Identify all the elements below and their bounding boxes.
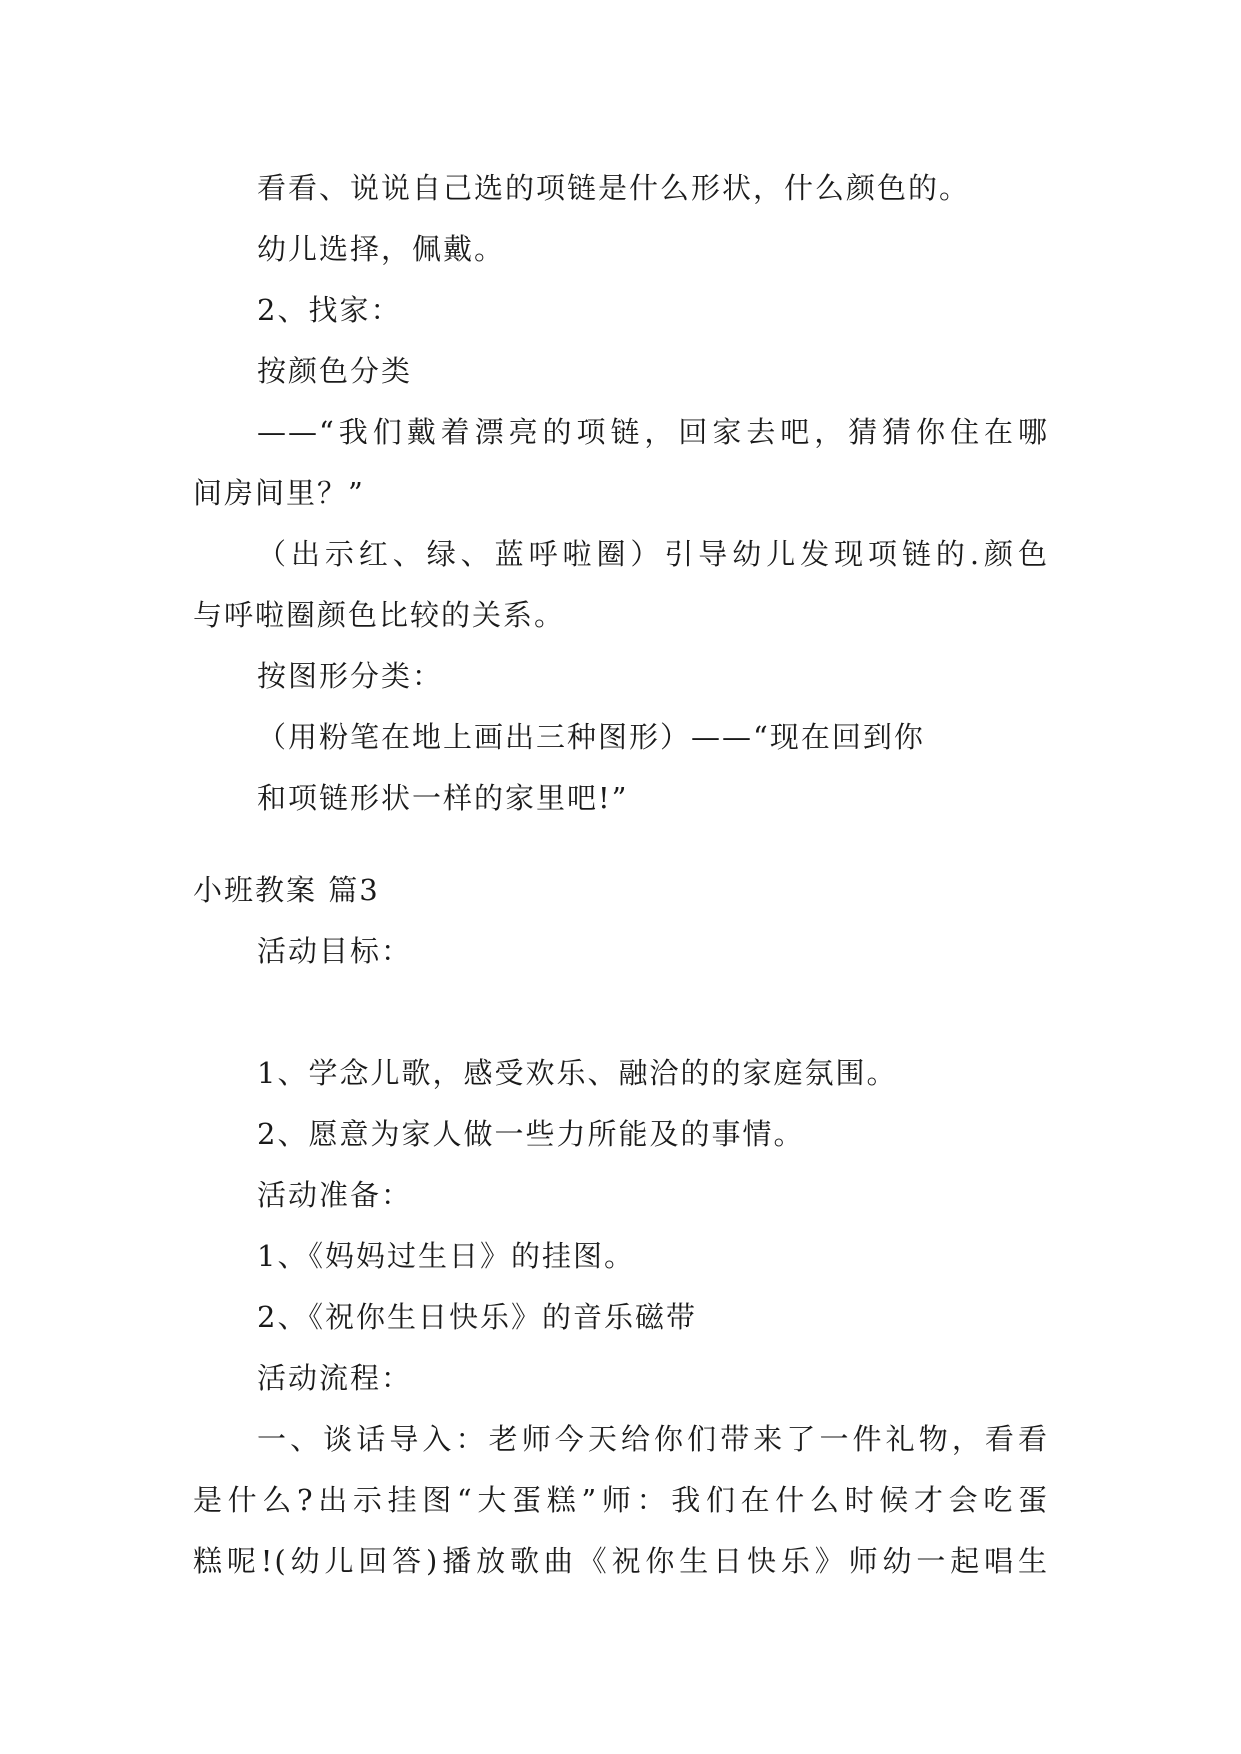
text-line: 看看、说说自己选的项链是什么形状，什么颜色的。 bbox=[257, 171, 971, 205]
text-line: 活动流程： bbox=[257, 1361, 413, 1395]
text-line: （用粉笔在地上画出三种图形）——“现在回到你 bbox=[257, 720, 925, 754]
text-line: 1、学念儿歌，感受欢乐、融洽的的家庭氛围。 bbox=[257, 1056, 898, 1090]
text-line: 按图形分类： bbox=[257, 659, 444, 693]
text-line: 是什么?出示挂图“大蛋糕”师：我们在什么时候才会吃蛋 bbox=[193, 1483, 1049, 1517]
text-line: ——“我们戴着漂亮的项链，回家去吧，猜猜你住在哪 bbox=[257, 415, 1049, 449]
text-line: 1、《妈妈过生日》的挂图。 bbox=[257, 1239, 635, 1273]
text-line: 间房间里？” bbox=[193, 476, 365, 510]
text-line: 2、《祝你生日快乐》的音乐磁带 bbox=[257, 1300, 697, 1334]
text-line: 按颜色分类 bbox=[257, 354, 413, 388]
section-heading: 小班教案 篇3 bbox=[193, 873, 380, 907]
text-line: 糕呢!(幼儿回答)播放歌曲《祝你生日快乐》师幼一起唱生 bbox=[193, 1544, 1049, 1578]
text-line: 一、谈话导入：老师今天给你们带来了一件礼物，看看 bbox=[257, 1422, 1049, 1456]
text-line: 与呼啦圈颜色比较的关系。 bbox=[193, 598, 566, 632]
text-line: 和项链形状一样的家里吧!” bbox=[257, 781, 629, 815]
text-line: 幼儿选择，佩戴。 bbox=[257, 232, 506, 266]
text-line: （出示红、绿、蓝呼啦圈）引导幼儿发现项链的.颜色 bbox=[257, 537, 1049, 571]
text-line: 2、找家： bbox=[257, 293, 402, 327]
text-line: 活动目标： bbox=[257, 934, 413, 968]
text-line: 活动准备： bbox=[257, 1178, 413, 1212]
text-line: 2、愿意为家人做一些力所能及的事情。 bbox=[257, 1117, 805, 1151]
